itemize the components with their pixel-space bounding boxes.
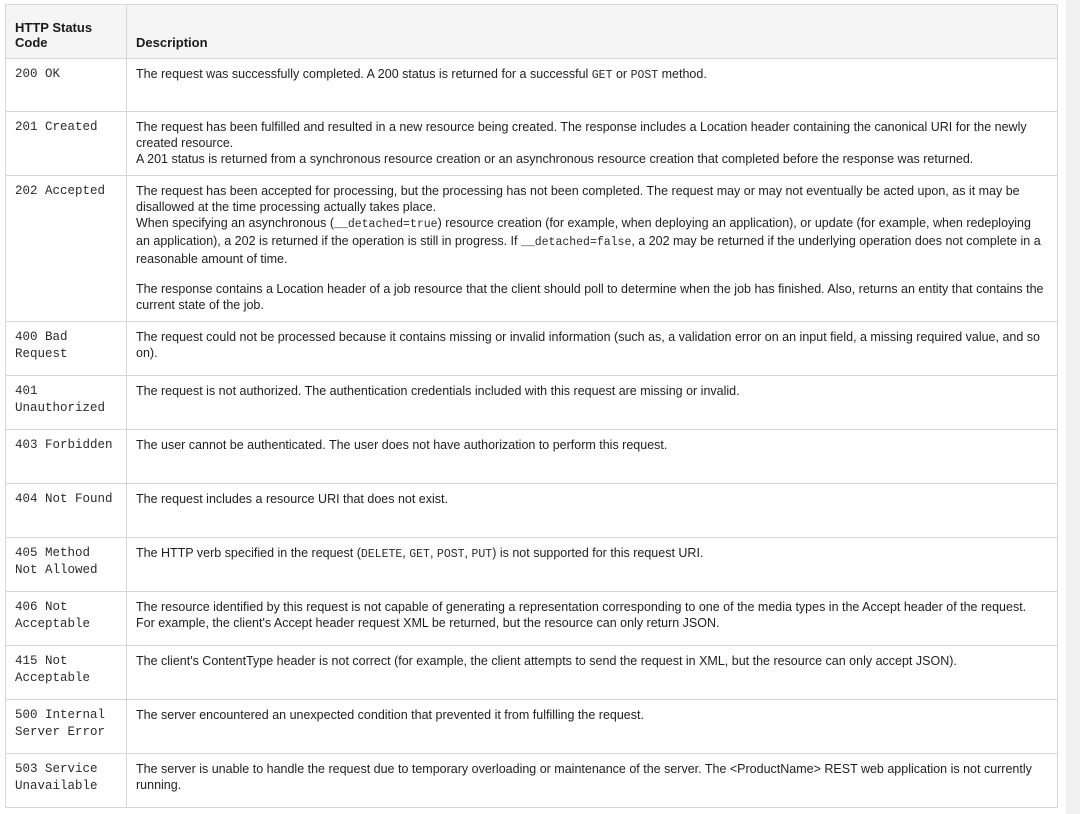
status-code-cell: 202 Accepted bbox=[6, 176, 127, 322]
description-cell: The server is unable to handle the request due to temporary overloading or maintenance of the server. The <ProductName> REST web application is not currently running. bbox=[127, 754, 1058, 808]
table-header-row bbox=[6, 5, 1058, 59]
description-cell: The HTTP verb specified in the request (DELETE, GET, POST, PUT) is not supported for this request URI. bbox=[127, 538, 1058, 592]
table-row bbox=[6, 322, 1058, 376]
status-code-cell: 201 Created bbox=[6, 112, 127, 176]
description-cell: The server encountered an unexpected condition that prevented it from fulfilling the request. bbox=[127, 700, 1058, 754]
status-code-cell: 404 Not Found bbox=[6, 484, 127, 538]
description-cell: The request has been fulfilled and resulted in a new resource being created. The response includes a Location header containing the canonical URI for the newly created resource. A 201 status is returned from a synchronous resource creation or an asynchronous resource creation that completed before the response was returned. bbox=[127, 112, 1058, 176]
table-row bbox=[6, 754, 1058, 808]
status-code-cell: 405 Method Not Allowed bbox=[6, 538, 127, 592]
table-row bbox=[6, 430, 1058, 484]
table-row bbox=[6, 376, 1058, 430]
table-row bbox=[6, 646, 1058, 700]
status-code-cell: 415 Not Acceptable bbox=[6, 646, 127, 700]
vertical-scrollbar[interactable] bbox=[1066, 0, 1080, 814]
description-cell: The resource identified by this request is not capable of generating a representation corresponding to one of the media types in the Accept header of the request. For example, the client's Accept header request XML be returned, but the resource can only return JSON. bbox=[127, 592, 1058, 646]
description-cell: The request has been accepted for processing, but the processing has not been completed. The request may or may not eventually be acted upon, as it may be disallowed at the time processing actually takes place. When specifying an asynchronous (__detached=true) resource creation (for example, when deploying an application), or update (for example, when redeploying an application), a 202 is returned if the operation is still in progress. If __detached=false, a 202 may be returned if the underlying operation does not complete in a reasonable amount of time. The response contains a Location header of a job resource that the client should poll to determine when the job has finished. Also, returns an entity that contains the current state of the job. bbox=[127, 176, 1058, 322]
table-row bbox=[6, 112, 1058, 176]
column-header-description: Description bbox=[127, 5, 1058, 59]
http-status-table bbox=[5, 4, 1058, 808]
description-cell: The client's ContentType header is not correct (for example, the client attempts to send the request in XML, but the resource can only accept JSON). bbox=[127, 646, 1058, 700]
table-row bbox=[6, 59, 1058, 112]
table-row bbox=[6, 484, 1058, 538]
status-code-cell: 406 Not Acceptable bbox=[6, 592, 127, 646]
status-code-cell: 503 Service Unavailable bbox=[6, 754, 127, 808]
table-row bbox=[6, 592, 1058, 646]
column-header-code: HTTP Status Code bbox=[6, 5, 127, 59]
table-row bbox=[6, 700, 1058, 754]
description-cell: The request could not be processed because it contains missing or invalid information (such as, a validation error on an input field, a missing required value, and so on). bbox=[127, 322, 1058, 376]
table-row bbox=[6, 176, 1058, 322]
status-code-cell: 403 Forbidden bbox=[6, 430, 127, 484]
description-cell: The user cannot be authenticated. The user does not have authorization to perform this request. bbox=[127, 430, 1058, 484]
status-code-cell: 400 Bad Request bbox=[6, 322, 127, 376]
status-code-cell: 200 OK bbox=[6, 59, 127, 112]
description-cell: The request is not authorized. The authentication credentials included with this request are missing or invalid. bbox=[127, 376, 1058, 430]
status-code-cell: 401 Unauthorized bbox=[6, 376, 127, 430]
description-cell: The request includes a resource URI that does not exist. bbox=[127, 484, 1058, 538]
table-row bbox=[6, 538, 1058, 592]
description-cell: The request was successfully completed. A 200 status is returned for a successful GET or POST method. bbox=[127, 59, 1058, 112]
status-code-cell: 500 Internal Server Error bbox=[6, 700, 127, 754]
